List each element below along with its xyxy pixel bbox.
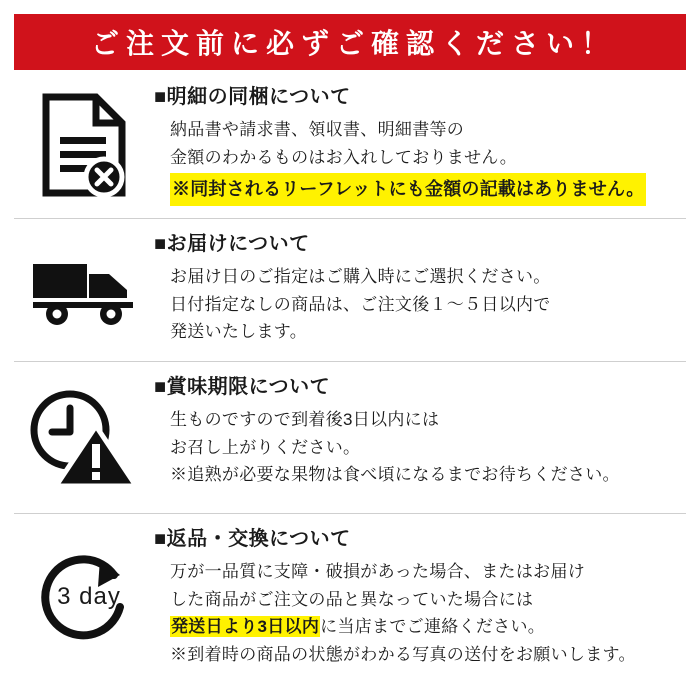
three-day-label: 3 day bbox=[57, 583, 121, 611]
section-invoice-highlight: ※同封されるリーフレットにも金額の記載はありません。 bbox=[170, 173, 646, 206]
three-day-return-arrow-icon bbox=[14, 549, 154, 645]
section-invoice-line-2: 金額のわかるものはお入れしておりません。 bbox=[170, 147, 518, 167]
section-delivery-body bbox=[154, 219, 686, 358]
document-with-x-icon bbox=[14, 93, 154, 197]
section-invoice-body bbox=[154, 72, 686, 218]
section-returns bbox=[14, 514, 686, 680]
section-returns-heading: ■返品・交換について bbox=[154, 528, 351, 551]
section-returns-body bbox=[154, 514, 686, 680]
section-expiry bbox=[14, 362, 686, 514]
section-expiry-line-2: お召し上がりください。 bbox=[170, 437, 361, 457]
section-returns-line-2: した商品がご注文の品と異なっていた場合には bbox=[170, 589, 534, 609]
section-returns-highlight-after: に当店までご連絡ください。 bbox=[320, 617, 546, 637]
section-expiry-body bbox=[154, 362, 686, 501]
section-delivery-heading: ■お届けについて bbox=[154, 233, 310, 256]
section-expiry-heading: ■賞味期限について bbox=[154, 376, 331, 399]
section-delivery-line-3: 発送いたします。 bbox=[170, 322, 308, 342]
section-invoice-line-1: 納品書や請求書、領収書、明細書等の bbox=[170, 120, 465, 139]
page-title: ご注文前に必ずご確認ください！ bbox=[90, 28, 616, 59]
section-returns-line-3 bbox=[170, 613, 680, 641]
page-title-banner bbox=[14, 14, 686, 70]
clock-warning-icon bbox=[14, 386, 154, 490]
delivery-truck-icon bbox=[14, 250, 154, 330]
section-delivery-line-1: お届け日のご指定はご購入時にご選択ください。 bbox=[170, 267, 551, 287]
section-expiry-line-3: ※追熟が必要な果物は食べ頃になるまでお待ちください。 bbox=[170, 465, 620, 485]
section-expiry-lines bbox=[170, 406, 680, 489]
section-returns-highlight: 発送日より3日以内 bbox=[171, 617, 320, 637]
section-invoice-heading: ■明細の同梱について bbox=[154, 86, 351, 108]
section-invoice bbox=[14, 72, 686, 219]
section-returns-footnote: ※到着時の商品の状態がわかる写真の送付をお願いします。 bbox=[170, 644, 636, 664]
section-expiry-line-1: 生ものですので到着後3日以内には bbox=[170, 410, 440, 430]
section-returns-line-1: 万が一品質に支障・破損があった場合、またはお届け bbox=[170, 562, 586, 582]
section-invoice-lines bbox=[170, 116, 680, 206]
section-delivery-line-2: 日付指定なしの商品は、ご注文後１〜５日以内で bbox=[170, 294, 551, 314]
notice-sections bbox=[14, 72, 686, 680]
section-delivery-lines bbox=[170, 263, 680, 346]
section-returns-lines bbox=[170, 558, 680, 668]
section-delivery bbox=[14, 219, 686, 362]
